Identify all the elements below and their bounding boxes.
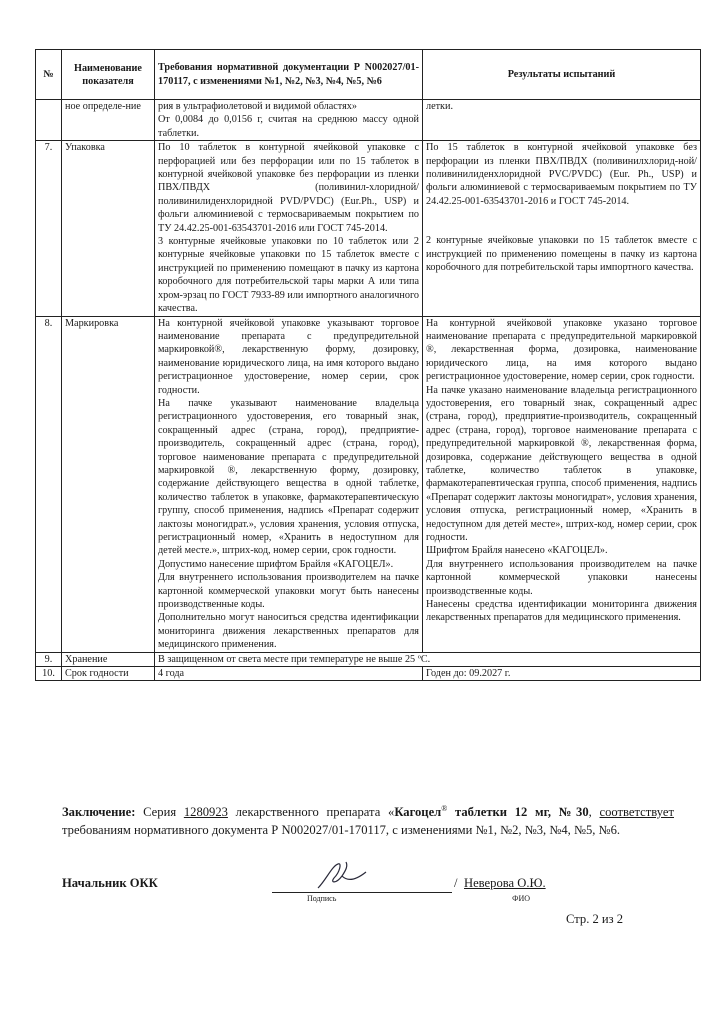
conclusion-text: требованиям нормативного документа Р N002027/01-170117, с изменениями №1, №2, №3, №4, №5, №6.: [62, 823, 621, 838]
header-requirements: Требования нормативной документации Р N002027/01-170117, с изменениями №1, №2, №3, №4, №5, №6: [155, 50, 423, 100]
header-num: №: [36, 50, 62, 100]
res-paragraph: На пачке указано наименование владельца регистрационного удостоверения, его товарный знак, сокращенный адрес (страна, город), предприятие-производитель, сокращенный адрес (страна, город), торговое наименование препарата с предупредительной маркировкой ®, лекарственная форма, дозировка, содержание действующего вещества в одной таблетке, количество таблеток в упаковке, фармакотерапевтическая группа, способ применения, надпись «Препарат содержит лактозы моногидрат», условия хранения, условия отпуска, регистрационный номер, «Хранить в недоступном для детей месте», штрих-код, номер серии, срок годности.: [426, 384, 697, 543]
registered-mark: ®: [441, 804, 448, 813]
conclusion: [62, 800, 674, 839]
signature-caption: Подпись: [307, 894, 337, 903]
res-paragraph: На контурной ячейковой упаковке указано торговое наименование препарата с предупредительной маркировкой ®, лекарственная форма, дозировка, наименование юридического лица, на имя которого выдано регистрационное удостоверение, номер серии, срок годности.: [426, 317, 697, 383]
row-name: Маркировка: [62, 316, 155, 652]
res-paragraph: летки.: [426, 101, 454, 112]
product-name: Кагоцел: [394, 805, 442, 820]
row-name: Упаковка: [62, 141, 155, 316]
expiry-result: Годен до: 09.2027 г.: [423, 667, 701, 681]
req-paragraph: На пачке указывают наименование владельца регистрационного удостоверения, его товарный знак, сокращенный адрес (страна, город), предприятие-производитель, сокращенный адрес (страна, город), торговое наименование препарата с предупредительной маркировкой ®, лекарственную форму, дозировку, содержание действующего вещества в одной таблетке, количество таблеток в упаковке, фармакотерапевтическую группу, способ применения, надпись «Препарат содержит лактозы моногидрат.», условия хранения, условия отпуска, регистрационный номер, «Хранить в недоступном для детей месте.», штрих-код, номер серии, срок годности.: [158, 397, 419, 557]
signature-block: [62, 872, 682, 902]
row-requirements: [155, 100, 423, 141]
req-paragraph: 3 контурные ячейковые упаковки по 10 таблеток или 2 контурные ячейковые упаковки по 15 таблеток вместе с инструкцией по применению помещают в пачку из картона коробочного для потребительской тары марки А или типа хром-эрзац по ГОСТ 7933-89 или импортного аналогичного качества.: [158, 236, 419, 315]
row-requirements: [155, 141, 423, 316]
conclusion-text: Серия: [135, 805, 184, 820]
row-num: 10.: [36, 667, 62, 681]
product-form: таблетки 12 мг, №30: [447, 805, 589, 820]
table-row: [36, 100, 701, 141]
req-paragraph: По 10 таблеток в контурной ячейковой упаковке с перфорацией или без перфорации или по 15 таблеток в контурной ячейковой упаковке без перфорации из пленки ПВХ/ПВДХ (поливинил-хлоридной/поливинилиденхлоридной PVD/PVDC) (Eur.Ph., USP) и фольги алюминиевой с термосвариваемым покрытием по ТУ 24.42.25-001-63543701-2016 или ГОСТ 745-2014.: [158, 142, 419, 234]
header-results: Результаты испытаний: [423, 50, 701, 100]
table-row: [36, 316, 701, 652]
table-row-storage: [36, 652, 701, 666]
req-paragraph: На контурной ячейковой упаковке указывают торговое наименование препарата с предупредительной маркировкой®, лекарственную форму, дозировку, наименование юридического лица, на имя которого выдано регистрационное удостоверение, номер серии, срок годности.: [158, 317, 419, 396]
row-num: 8.: [36, 316, 62, 652]
row-results: [423, 141, 701, 316]
conclusion-text: ,: [588, 805, 600, 820]
row-requirements: [155, 316, 423, 652]
signer-name: Неверова О.Ю.: [464, 876, 546, 890]
req-paragraph: Дополнительно могут наноситься средства идентификации мониторинга движения лекарственных препаратов для медицинского применения.: [158, 612, 419, 651]
signer-title: Начальник ОКК: [62, 876, 158, 890]
fio-caption: ФИО: [512, 894, 530, 903]
expiry-requirement: 4 года: [155, 667, 423, 681]
table-row-expiry: [36, 667, 701, 681]
signature-separator: /: [454, 876, 458, 890]
row-num: 9.: [36, 652, 62, 666]
req-paragraph: Допустимо нанесение шрифтом Брайля «КАГОЦЕЛ».: [158, 558, 394, 570]
storage-condition: В защищенном от света месте при температуре не выше 25 ºС.: [155, 652, 701, 666]
row-results: [423, 316, 701, 652]
res-paragraph: Шрифтом Брайля нанесено «КАГОЦЕЛ».: [426, 545, 608, 557]
row-num: 7.: [36, 141, 62, 316]
conclusion-text: лекарственного препарата «: [227, 805, 395, 820]
res-paragraph: Для внутреннего использования производителем на пачке картонной коммерческой упаковки нанесены производственные коды.: [426, 558, 697, 597]
conformity-verdict: соответствует: [599, 805, 674, 820]
req-paragraph: рия в ультрафиолетовой и видимой областях»: [158, 101, 357, 112]
series-number: 1280923: [183, 805, 228, 820]
req-paragraph: От 0,0084 до 0,0156 г, считая на среднюю массу одной таблетки.: [158, 114, 419, 139]
res-paragraph: По 15 таблеток в контурной ячейковой упаковке без перфорации из пленки ПВХ/ПВДХ (поливинилхлорид-ной/поливинилиденхлоридной PVC/PVDC) (Eur. Ph., USP) и фольги алюминиевой с термосвариваемым покрытием по ТУ 24.42.25-001-63543701-2016 и ГОСТ 745-2014.: [426, 142, 697, 207]
req-paragraph: Для внутреннего использования производителем на пачке картонной коммерческой упаковки могут быть нанесены производственные коды.: [158, 572, 419, 611]
header-name: Наименование показателя: [62, 50, 155, 100]
row-name: Хранение: [62, 652, 155, 666]
row-name: Срок годности: [62, 667, 155, 681]
table-row: [36, 141, 701, 316]
row-name: ное определе-ние: [62, 100, 155, 141]
res-paragraph: Нанесены средства идентификации мониторинга движения лекарственных препаратов для медицинского применения.: [426, 599, 697, 624]
row-num: [36, 100, 62, 141]
handwritten-signature: [312, 858, 372, 894]
res-paragraph: 2 контурные ячейковые упаковки по 15 таблеток вместе с инструкцией по применению помещены в пачку из картона коробочного для потребительской тары импортного качества.: [426, 235, 697, 274]
table-header-row: [36, 50, 701, 100]
row-results: [423, 100, 701, 141]
conclusion-label: Заключение:: [62, 805, 136, 820]
signature-line: [272, 892, 452, 893]
specification-table: [35, 49, 701, 681]
page-number: Стр. 2 из 2: [566, 912, 624, 926]
